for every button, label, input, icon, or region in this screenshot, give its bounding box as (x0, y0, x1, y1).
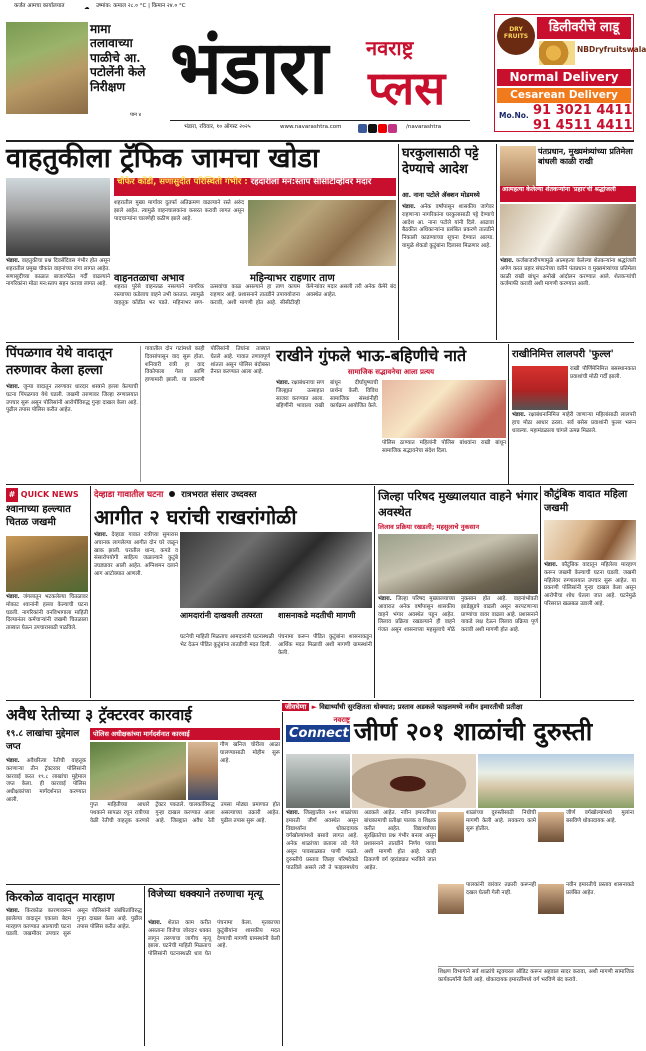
lalpari-body: भंडारा. रक्षाबंधनानिमित्त माहेरी जाणाऱ्या महिलांसाठी लालपरी हाच मोठा आधार ठरला. सर्व बसेस प्रवाशांनी फुल्ल भरून धावल्या. महामंडळाला चांगले उत्पन्न मिळाले. (512, 412, 636, 434)
col-divider-3 (508, 344, 509, 484)
lead-sub2: महिन्याभर राहणार ताण (250, 273, 335, 284)
school-photo-mid (352, 754, 476, 808)
hash-icon: # (6, 488, 18, 502)
social-handle: /navarashtra (406, 124, 442, 130)
fire-cap1: आमदारांनी दाखवली तत्परता (180, 610, 263, 620)
lead-photo-crowd (248, 200, 396, 266)
koutumbik-illustration (544, 520, 636, 560)
quick-news-text: QUICK NEWS (20, 490, 79, 499)
fire-kicker2: रात्रभरात संसार उध्दवस्त (181, 490, 257, 500)
gharkul-sub: आ. नाना पटोले ॲक्शन मोडमध्ये (402, 191, 480, 199)
ad-logo: DRY FRUITS (497, 17, 535, 55)
ear-left-page: पान ४ (130, 112, 142, 118)
sand-sub: १९.८ लाखांचा मुद्देमाल जप्त (6, 729, 80, 752)
jivghena-bar (282, 700, 634, 712)
quote-text-3: पालकांनी वारंवार तक्रारी करूनही दखल घेतली गेली नाही. (466, 882, 536, 896)
lead-body-top: शहरातील मुख्य मार्गावर दुतर्फा अतिक्रमण वाढल्याने रस्ते अरुंद झाले आहेत. त्यामुळे वाहनचालकांना कसरत करावी लागत असून पादचाऱ्यांना चालणेही कठीण झाले आहे. (114, 200, 244, 222)
rakhi-sub: सामाजिक सद्भावनेचा आला प्रत्यय (347, 368, 435, 376)
rakhi-photo (382, 380, 506, 438)
sand-police-strap: पोलिस अधीक्षकांच्या मार्गदर्शनात कारवाई (90, 728, 280, 740)
lead-strap-black: रहदारीला मन:स्ताप सीसीटीव्हीवर मदार (250, 177, 372, 187)
quote-bottom: शिक्षण विभागाने सर्व शाळांचे स्ट्रक्चरल ऑडिट करून अहवाल सादर करावा, अशी मागणी सामाजिक कार्यकर्त्यांनी केली आहे. धोकादायक इमारतींमध्ये वर्ग भरविणे बंद करावे. (438, 966, 634, 1046)
quick-news-label (6, 488, 88, 502)
sand-photo-officer (188, 742, 218, 800)
lead-strap-red: चौफेर कोंडी, सणासुदीत परिस्थिती गंभीर : (117, 177, 248, 187)
quote-photo-3 (438, 884, 464, 914)
weather-text: उष्मांक: कमाल २८.० °C | किमान २४.० °C (96, 3, 186, 9)
row-divider-3 (6, 700, 280, 701)
jivghena-text: विद्यार्थ्यांची सुरक्षितता धोक्यात; प्रस्ताव अडकले फाइलमध्ये नवीन इमारतीची प्रतीक्षा (319, 703, 523, 711)
date-line: भंडारा, रविवार, १० ऑगस्ट २०२५ (184, 124, 251, 130)
pm-photo-event (500, 204, 636, 256)
pimpalgaon-cont: गावातील दोन गटांमध्ये काही दिवसांपासून वाद सुरू होता. शनिवारी रात्री हा वाद विकोपाला गेला आणि हाणामारी झाली. या प्रकरणी पोलिसांनी तिघांना ताब्यात घेतले आहे. गावात तणावपूर्ण शांतता असून पोलिस बंदोबस्त तैनात करण्यात आला आहे. (140, 346, 270, 482)
top-strip-left: कर्जत आमचा कार्यालयात (14, 3, 65, 9)
col-divider-8 (144, 886, 145, 1046)
col-divider-6 (540, 486, 541, 698)
lead-strap (114, 178, 396, 196)
gharkul-headline: घरकुलासाठी पट्टे देण्याचे आदेश (402, 146, 479, 177)
ear-left-photo (6, 22, 88, 114)
koutumbik-headline: कौटुंबिक वादात महिला जखमी (544, 489, 628, 514)
vij-headline: विजेच्या धक्क्याने तरुणाचा मृत्यू (148, 889, 263, 900)
youtube-icon[interactable] (378, 124, 387, 133)
pimpalgaon-body: भंडारा. जुन्या वादातून तरुणावर धारदार शस्त्राने हल्ला केल्याची घटना पिंपळगाव येथे घडली. जखमी तरुणावर जिल्हा रुग्णालयात उपचार सुरू असून पोलिसांनी आरोपींविरुद्ध गुन्हा दाखल केला आहे. पुढील तपास पोलिस करीत आहेत. (6, 384, 138, 414)
lalpari-photo (512, 366, 568, 410)
brand-navrashtra: नवराष्ट्र (366, 36, 414, 60)
fire-kicker: देव्हाडा गावातील घटना (94, 490, 164, 500)
lead-body-col1: भंडारा. वाहतुकीचा प्रश्न दिवसेंदिवस गंभीर होत असून शहरातील प्रमुख चौकांत वाहनांच्या रांगा लागत आहेत. सणासुदीच्या काळात बाजारपेठेत गर्दी वाढल्याने नागरिकांना मोठा मन:स्ताप सहन करावा लागत आहे. (6, 258, 110, 288)
school-headline: जीर्ण २०१ शाळांची दुरुस्ती (354, 717, 593, 746)
facebook-icon[interactable] (358, 124, 367, 133)
top-strip (0, 0, 640, 12)
fire-cap2: शासनाकडे मदतीची मागणी (278, 610, 356, 620)
connect-word: Connect (286, 725, 350, 742)
ad-brand-name: NBDryfruitswala (577, 45, 646, 54)
connect-top: नवराष्ट्र (333, 716, 350, 724)
col-divider-4 (90, 486, 91, 698)
fire-photo-main (180, 532, 372, 608)
school-photo-right (478, 754, 634, 808)
fire-kicker-dot (169, 491, 175, 497)
connect-logo (286, 716, 350, 750)
jivghena-label: जीवघेणा (282, 703, 309, 711)
website-link[interactable]: www.navarashtra.com (280, 124, 342, 130)
pm-body: भंडारा. कर्जबाजारीपणामुळे आत्महत्या केलेल्या शेतकऱ्यांना श्रद्धांजली अर्पण करत प्रहार संघटनेच्या वतीने पंतप्रधान व मुख्यमंत्र्यांच्या प्रतिमेला काळी राखी बांधून अनोखे आंदोलन करण्यात आले. शेतकऱ्यांची कर्जमाफी करावी अशी मागणी करण्यात आली. (500, 258, 636, 288)
lead-body-bottom: शहरात पुरेसे वाहनतळ नसल्याने नागरिक रस्त्याच्या कडेलाच वाहने उभी करतात. त्यामुळे वाहतूक कोंडीत भर पडते. महिनाभर सण-उत्सवांचा काळ असल्याने हा ताण कायम राहणार आहे. प्रशासनाने तातडीने उपाययोजना करावी, अशी मागणी होत आहे. सीसीटीव्ही कॅमेऱ्यांवर मदार असली तरी अनेक कॅमेरे बंद अवस्थेत आहेत. (114, 284, 396, 306)
pm-photo (500, 146, 536, 186)
koutumbik-body: भंडारा. कौटुंबिक वादातून महिलेला मारहाण करून जखमी केल्याची घटना घडली. जखमी महिलेवर रुग्णालयात उपचार सुरू आहेत. या प्रकरणी पोलिसांनी गुन्हा दाखल केला असून आरोपीचा शोध घेतला जात आहे. घटनेमुळे परिसरात खळबळ उडाली आहे. (544, 562, 636, 608)
date-bar (170, 120, 470, 134)
pimpalgaon-headline: पिंपळगाव येथे वादातून तरुणावर केला हल्ला (6, 346, 113, 378)
cloud-icon: ☁ (84, 5, 90, 11)
school-body: भंडारा. जिल्ह्यातील २०१ शाळांच्या इमारती जीर्ण अवस्थेत असून विद्यार्थ्यांना धोकादायक वर्गखोल्यांमध्ये बसावे लागत आहे. अनेक शाळांच्या छताला तडे गेले असून पावसाळ्यात पाणी गळते. दुरुस्तीचे प्रस्ताव जिल्हा परिषदेकडे पाठविले असले तरी ते फाइलमध्येच अडकले आहेत. नवीन इमारतींच्या बांधकामाची प्रतीक्षा पालक व शिक्षक करीत आहेत. विद्यार्थ्यांच्या सुरक्षिततेचा प्रश्न गंभीर बनला असून प्रशासनाने तातडीने निर्णय घ्यावा अशी मागणी होत आहे. काही ठिकाणी वर्ग व्हरांड्यात भरविले जात आहेत. (286, 810, 436, 871)
lalpari-headline: राखीनिमित्त लालपरी 'फुल्ल' (512, 349, 614, 360)
col-divider-2 (496, 144, 497, 340)
row-divider-1 (6, 342, 634, 343)
ad-line2: Cesarean Delivery (497, 88, 631, 103)
rakhi-body-right: पोलिस ठाण्यात महिलांनी पोलिस बांधवांना राखी बांधून सामाजिक सद्भावनेचा संदेश दिला. (382, 440, 506, 454)
sand-photo-tractor (90, 742, 186, 800)
lead-sub1: वाहनतळाचा अभाव (114, 273, 185, 284)
lead-headline: वाहतुकीला ट्रॅफिक जामचा खोडा (6, 143, 319, 174)
col-divider-7 (282, 712, 283, 1046)
fire-body-cap2: पंचनामा करून पीडित कुटुंबांना शासनाकडून आर्थिक मदत मिळावी अशी मागणी ग्रामस्थांनी केली. (278, 634, 372, 656)
fire-kicker-bar (94, 488, 372, 502)
zp-photo (378, 534, 538, 594)
masthead (0, 0, 646, 140)
lead-photo-traffic (6, 178, 110, 256)
ad-phone2: 91 4511 4411 (533, 118, 633, 133)
kirkol-headline: किरकोळ वादातून मारहाण (6, 890, 115, 904)
pm-headline: पंतप्रधान, मुख्यमंत्र्यांच्या प्रतिमेला बांधली काळी राखी (538, 146, 633, 166)
fire-body-left: भंडारा. देव्हाडा गावात रात्रीच्या सुमारास अचानक लागलेल्या आगीत दोन घरे जळून खाक झाली. घरातील धान्य, कपडे व संसारोपयोगी साहित्य जळाल्याने कुटुंबे उघड्यावर आली आहेत. अग्निशमन दलाने आग आटोक्यात आणली. (94, 532, 178, 578)
quote-photo-4 (538, 884, 564, 914)
sand-body-cols: गुप्त माहितीच्या आधारे पथकाने सापळा रचून रात्रीच्या वेळी रेतीची वाहतूक करणारे ट्रॅक्टर पकडले. चालकांविरुद्ध गुन्हा दाखल करण्यात आला आहे. जिल्ह्यात अवैध रेती उपसा मोठ्या प्रमाणात होत असल्याच्या तक्रारी आहेत. पुढील तपास सुरू आहे. (90, 802, 280, 824)
ad-title: डिलीवरीचे लाडू (537, 17, 631, 39)
quote-photo-1 (438, 812, 464, 842)
zp-body: भंडारा. जिल्हा परिषद मुख्यालयाच्या आवारात अनेक वर्षांपासून शासकीय वाहने भंगार अवस्थेत पडून आहेत. लिलाव प्रक्रिया रखडल्याने ही वाहने गंजत असून शासनाच्या महसुलाचे मोठे नुकसान होत आहे. वाहनांभोवती झाडेझुडपे वाढली असून सरपटणाऱ्या प्राण्यांचा वावर वाढला आहे. प्रशासनाने याकडे लक्ष देऊन लिलाव प्रक्रिया पूर्ण करावी अशी मागणी होत आहे. (378, 596, 538, 634)
sand-officer-note: गौण खनिज चोरीला आळा घालण्यासाठी मोहीम सुरू आहे. (220, 742, 280, 764)
quote-text-1: शाळांच्या दुरुस्तीसाठी निधीची मागणी केली आहे. लवकरच कामे सुरू होतील. (466, 810, 536, 832)
fire-body-cap1: घटनेची माहिती मिळताच आमदारांनी घटनास्थळी भेट देऊन पीडित कुटुंबांना तातडीची मदत दिली. (180, 634, 274, 648)
instagram-icon[interactable] (388, 124, 397, 133)
quote-text-2: जीर्ण वर्गखोल्यांमध्ये मुलांना बसविणे धोकादायक आहे. (566, 810, 634, 824)
masthead-title: भंडारा (170, 25, 328, 111)
ad-sweets-photo (539, 41, 575, 65)
quick-headline: श्वानाच्या हल्ल्यात चितळ जखमी (6, 504, 71, 528)
jivghena-arrow-icon: ► (311, 703, 317, 711)
quote-text-4: नवीन इमारतीचे प्रस्ताव शासनाकडे प्रलंबित आहेत. (566, 882, 634, 896)
rakhi-body-left: भंडारा. रक्षाबंधनाचा सण जिल्ह्यात उत्साहात साजरा करण्यात आला. बहिणींनी भावाला राखी बांधून दीर्घायुष्याची प्रार्थना केली. विविध सामाजिक संस्थांनीही कार्यक्रम आयोजित केले. (276, 380, 378, 410)
ad-line1: Normal Delivery (497, 69, 631, 86)
gharkul-body: भंडारा. अनेक वर्षांपासून शासकीय जागेवर राहणाऱ्या नागरिकांना घरकुलासाठी पट्टे देण्याचे आदेश आ. नाना पटोले यांनी दिले. आढावा बैठकीत अधिकाऱ्यांना प्रलंबित प्रकरणे तातडीने निकाली काढण्याच्या सूचना देण्यात आल्या. यामुळे शेकडो कुटुंबांना दिलासा मिळणार आहे. (402, 204, 494, 250)
ear-left-text: मामा तलावाच्या पाळीचे आ. पटोलेंनी केले निरीक्षण (90, 22, 146, 94)
pm-sub: आत्महत्या केलेल्या शेतकऱ्यांना 'प्रहार'ची श्रद्धांजली (500, 186, 636, 202)
ad-dryfruits (494, 14, 646, 133)
lalpari-body-side: राखी पौर्णिमेनिमित्त बसस्थानकात प्रवाशांची मोठी गर्दी झाली. (570, 366, 636, 380)
col-divider-1 (398, 144, 399, 340)
x-icon[interactable] (368, 124, 377, 133)
school-photo-left (286, 754, 350, 808)
social-icons (358, 123, 398, 136)
col-divider-5 (374, 486, 375, 698)
quote-photo-2 (538, 812, 564, 842)
sand-headline: अवैध रेतीच्या ३ ट्रॅक्टरवर कारवाई (6, 705, 192, 724)
row-divider-4 (6, 884, 280, 885)
sand-body: भंडारा. अवैधरित्या रेतीची वाहतूक करणाऱ्या तीन ट्रॅक्टरवर पोलिसांनी कारवाई करत १९.८ लाखांचा मुद्देमाल जप्त केला. ही कारवाई पोलिस अधीक्षकांच्या मार्गदर्शनात करण्यात आली. (6, 758, 86, 804)
kirkol-body: भंडारा. किरकोळ कारणावरून झालेल्या वादातून एकाला बेदम मारहाण करण्यात आल्याची घटना घडली. जखमीवर उपचार सुरू असून पोलिसांनी संबंधितांविरुद्ध गुन्हा दाखल केला आहे. पुढील तपास पोलिस करीत आहेत. (6, 908, 142, 938)
ad-phone1: 91 3021 4411 (533, 103, 633, 118)
rakhi-headline: राखीने गुंफले भाऊ-बहिणीचे नाते (276, 346, 467, 365)
vij-body: भंडारा. शेतात काम करीत असताना विजेचा जोरदार धक्का लागून तरुणाचा जागीच मृत्यू झाला. घटनेची माहिती मिळताच पोलिसांनी घटनास्थळी धाव घेत पंचनामा केला. मृतकाच्या कुटुंबीयांना शासकीय मदत देण्याची मागणी ग्रामस्थांनी केली आहे. (148, 920, 280, 958)
ad-mo-label: Mo.No. (499, 111, 529, 120)
brand-plus: प्लस (368, 61, 446, 115)
zp-sub: लिलाव प्रक्रिया रखडली; महसुलाचे नुकसान (378, 523, 480, 531)
masthead-divider (6, 140, 634, 142)
school-quotes (438, 810, 634, 1046)
quick-photo-deer (6, 536, 88, 592)
zp-headline: जिल्हा परिषद मुख्यालयात वाहने भंगार अवस्थेत (378, 489, 538, 520)
row-divider-2 (6, 484, 634, 485)
quick-body: भंडारा. जंगलातून भटकलेल्या चितळावर मोकाट श्वानांनी हल्ला केल्याची घटना घडली. नागरिकांनी वनविभागाला माहिती दिल्यानंतर कर्मचाऱ्यांनी जखमी चितळाला ताब्यात घेऊन उपचारासाठी पाठविले. (6, 594, 88, 632)
fire-headline: आगीत २ घरांची राखरांगोळी (94, 505, 297, 529)
